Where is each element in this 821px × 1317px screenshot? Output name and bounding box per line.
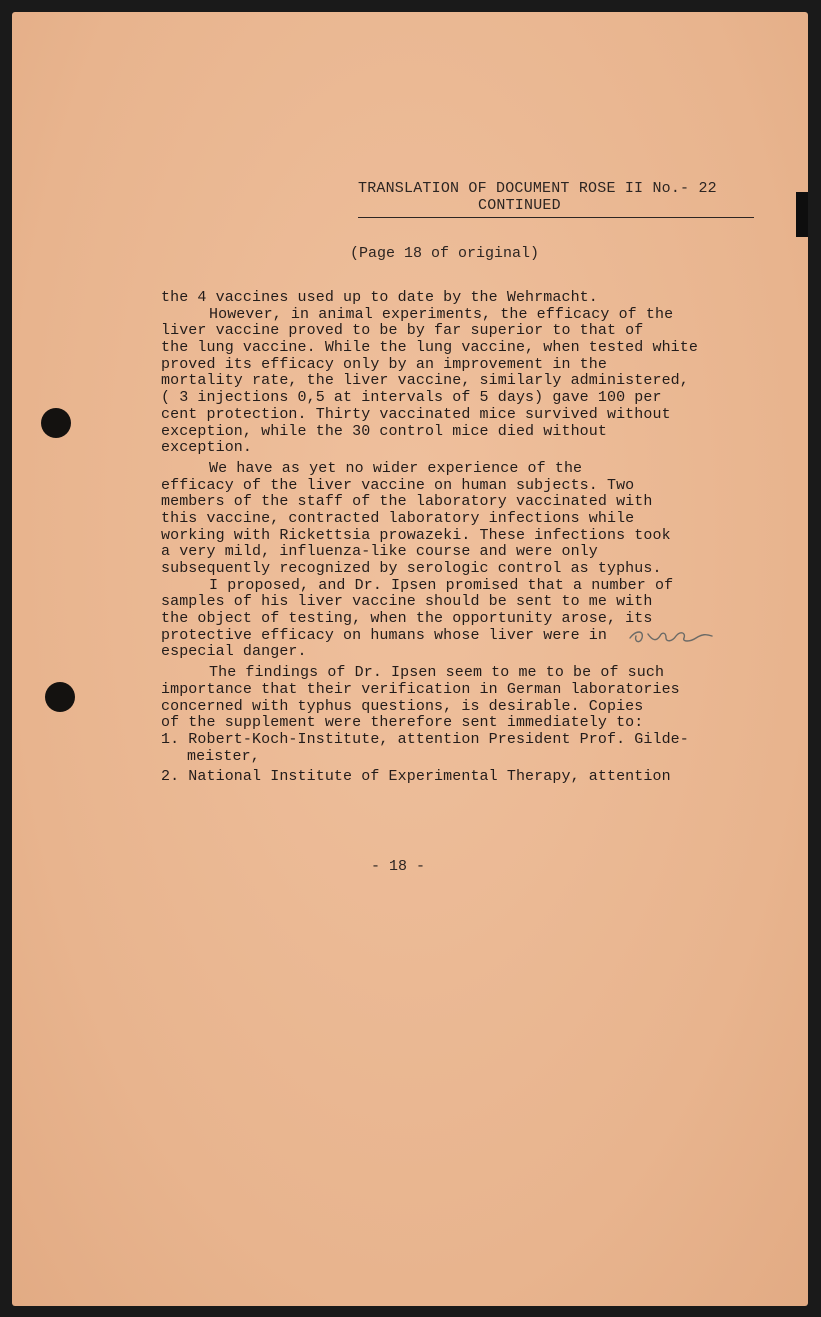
text-line: the lung vaccine. While the lung vaccine, when tested white [161, 339, 698, 357]
text-line: subsequently recognized by serologic control as typhus. [161, 560, 662, 577]
document-header [358, 180, 754, 218]
text-line: exception, while the 30 control mice died without [161, 422, 607, 440]
text-line: of the supplement were therefore sent immediately to: [161, 714, 644, 732]
text-line: efficacy of the liver vaccine on human subjects. Two [161, 476, 635, 494]
text-line: However, in animal experiments, the efficacy of the [209, 305, 674, 323]
text-line: especial danger. [161, 643, 307, 661]
text-line: exception. [161, 439, 253, 457]
handwritten-correction-scrawl [626, 622, 716, 648]
text-line: The findings of Dr. Ipsen seem to me to be of such [209, 664, 665, 682]
punch-hole-bottom [45, 682, 75, 712]
text-line: members of the staff of the laboratory vaccinated with [161, 493, 653, 511]
header-rule [358, 217, 754, 218]
text-line: concerned with typhus questions, is desirable. Copies [161, 697, 644, 715]
header-title: TRANSLATION OF DOCUMENT ROSE II No.- 22 [358, 180, 717, 197]
text-line: We have as yet no wider experience of the [209, 459, 583, 477]
text-line: the 4 vaccines used up to date by the Wehrmacht. [161, 289, 598, 306]
original-page-reference: (Page 18 of original) [350, 245, 540, 262]
header-subtitle: CONTINUED [478, 197, 561, 214]
text-line: mortality rate, the liver vaccine, similarly administered, [161, 372, 689, 390]
text-line: working with Rickettsia prowazeki. These infections took [161, 526, 671, 544]
text-line: protective efficacy on humans whose liver were in [161, 626, 607, 644]
text-line: ( 3 injections 0,5 at intervals of 5 days) gave 100 per [161, 389, 662, 407]
text-line: this vaccine, contracted laboratory infections while [161, 509, 635, 527]
text-line: a very mild, influenza-like course and were only [161, 543, 598, 561]
text-line: liver vaccine proved to be by far superior to that of [161, 322, 644, 340]
list-item: 2. National Institute of Experimental Therapy, attention [161, 768, 671, 786]
list-item-continuation: meister, [187, 747, 260, 765]
text-line: proved its efficacy only by an improvement in the [161, 355, 607, 373]
list-item: 1. Robert-Koch-Institute, attention President Prof. Gilde- [161, 730, 689, 748]
text-line: the object of testing, when the opportunity arose, its [161, 610, 653, 628]
text-line: I proposed, and Dr. Ipsen promised that a number of [209, 576, 674, 594]
page-edge-tab [796, 192, 808, 237]
text-line: importance that their verification in German laboratories [161, 680, 680, 698]
punch-hole-top [41, 408, 71, 438]
text-line: samples of his liver vaccine should be sent to me with [161, 593, 653, 611]
text-line: cent protection. Thirty vaccinated mice survived without [161, 405, 671, 423]
page-number: - 18 - [371, 858, 426, 875]
body-text [161, 290, 761, 786]
